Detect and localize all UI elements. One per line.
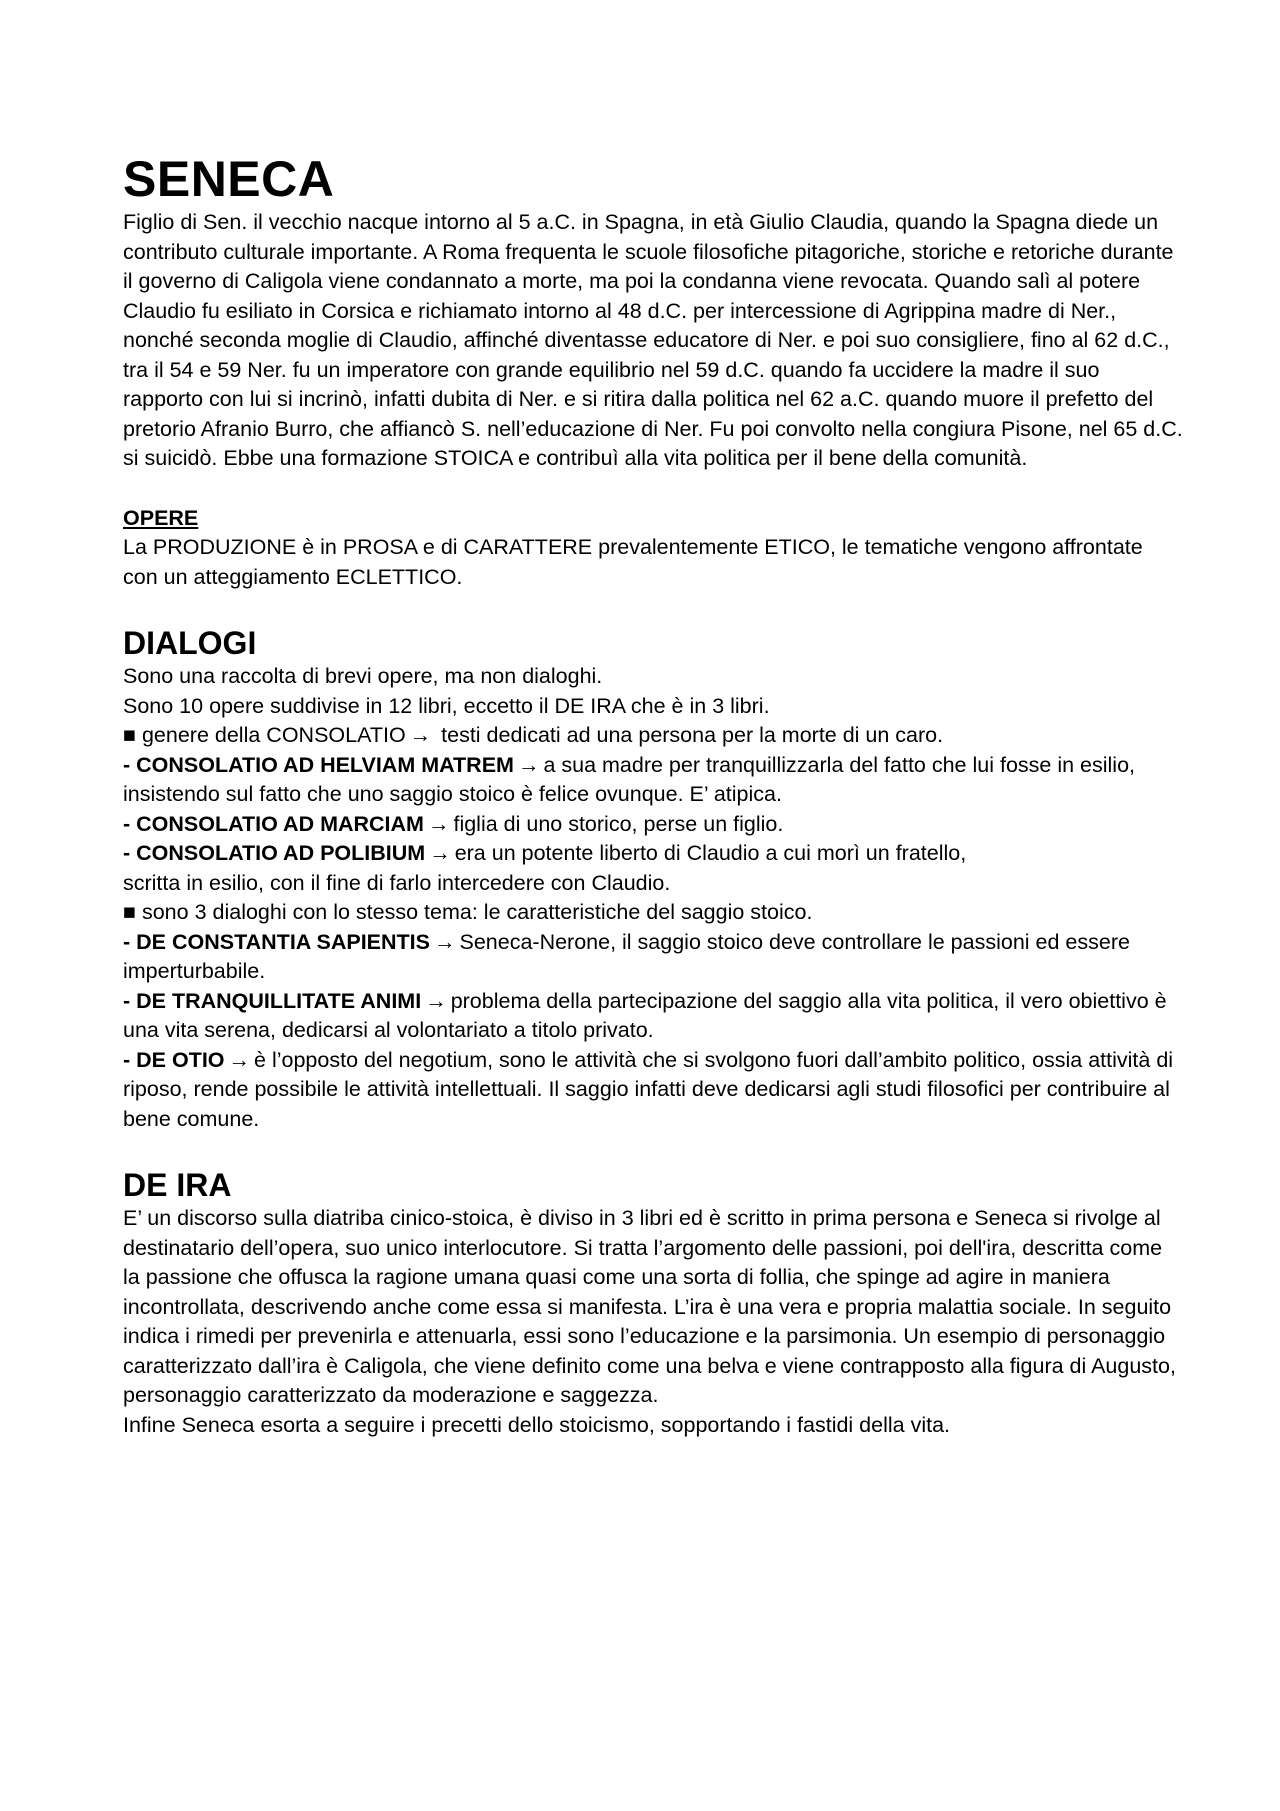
entry-text: è l’opposto del negotium, sono le attività che si svolgono fuori dall’ambito politico, ossia attività di riposo, rende possibile le attività intellettuali. Il saggio infatti deve dedicarsi agli studi filosofici per contribuire al bene comune. (123, 1047, 1174, 1131)
deira-paragraph-2: Infine Seneca esorta a seguire i precetti dello stoicismo, sopportando i fastidi della vita. (123, 1412, 951, 1437)
arrow-right-icon: → (517, 752, 540, 777)
dialogi-entry-marciam (123, 810, 1183, 840)
entry-title: - CONSOLATIO AD MARCIAM (123, 811, 424, 836)
spacer (123, 592, 1183, 624)
opere-paragraph: La PRODUZIONE è in PROSA e di CARATTERE prevalentemente ETICO, le tematiche vengono affrontate con un atteggiamento ECLETTICO. (123, 535, 1143, 589)
spacer (123, 1134, 1183, 1166)
bullet-text: genere della CONSOLATIO (136, 723, 406, 747)
arrow-right-icon: → (427, 811, 450, 836)
arrow-right-icon: → (433, 929, 456, 954)
entry-text: Seneca-Nerone, il saggio stoico deve controllare le passioni ed essere imperturbabile. (123, 929, 1130, 983)
arrow-right-icon: → (409, 723, 432, 747)
bullet-square-icon: ■ (123, 723, 136, 747)
dialogi-intro-2: Sono 10 opere suddivise in 12 libri, eccetto il DE IRA che è in 3 libri. (123, 693, 770, 718)
entry-title: - DE TRANQUILLITATE ANIMI (123, 988, 422, 1013)
entry-text: era un potente liberto di Claudio a cui morì un fratello, (454, 841, 967, 865)
entry-text: figlia di uno storico, perse un figlio. (453, 811, 784, 836)
dialogi-entry-otio (123, 1046, 1183, 1135)
document-title: SENECA (123, 151, 335, 207)
dialogi-heading: DIALOGI (123, 625, 257, 661)
spacer (123, 474, 1183, 504)
deira-heading: DE IRA (123, 1167, 232, 1203)
entry-title: - CONSOLATIO AD POLIBIUM (123, 841, 426, 865)
entry-title: - DE CONSTANTIA SAPIENTIS (123, 929, 430, 954)
entry-title: - DE OTIO (123, 1047, 225, 1072)
dialogi-entry-polibium (123, 839, 1183, 898)
dialogi-entry-constantia (123, 928, 1183, 987)
bullet-text: testi dedicati ad una persona per la morte di un caro. (435, 723, 944, 747)
entry-title: - CONSOLATIO AD HELVIAM MATREM (123, 752, 514, 777)
deira-paragraph-1: E’ un discorso sulla diatriba cinico-stoica, è diviso in 3 libri ed è scritto in prima persona e Seneca si rivolge al destinatario dell’opera, suo unico interlocutore. Si tratta l’argomento delle passioni, poi dell'ira, descritta come la passione che offusca la ragione umana quasi come una sorta di follia, che spinge ad agire in maniera incontrollata, descrivendo anche come essa si manifesta. L’ira è una vera e propria malattia sociale. In seguito indica i rimedi per prevenirla e attenuarla, essi sono l’educazione e la parsimonia. Un esempio di personaggio caratterizzato dall’ira è Caligola, che viene definito come una belva e viene contrapposto alla figura di Augusto, personaggio caratterizzato da moderazione e saggezza. (123, 1206, 1176, 1407)
dialogi-entry-tranquillitate (123, 987, 1183, 1046)
bullet-text: sono 3 dialoghi con lo stesso tema: le caratteristiche del saggio stoico. (136, 900, 813, 924)
entry-text: problema della partecipazione del saggio alla vita politica, il vero obiettivo è una vita serena, dedicarsi al volontariato a titolo privato. (123, 988, 1167, 1042)
opere-heading: OPERE (123, 505, 199, 530)
entry-text: a sua madre per tranquillizzarla del fatto che lui fosse in esilio, insistendo sul fatto che uno saggio stoico è felice ovunque. E’ atipica. (123, 752, 1136, 806)
document-page (123, 150, 1183, 1440)
arrow-right-icon: → (429, 841, 451, 865)
dialogi-bullet-consolatio (123, 721, 1183, 751)
bullet-square-icon: ■ (123, 900, 136, 924)
dialogi-intro-1: Sono una raccolta di brevi opere, ma non dialoghi. (123, 664, 603, 688)
dialogi-entry-helviam (123, 751, 1183, 810)
bio-paragraph: Figlio di Sen. il vecchio nacque intorno al 5 a.C. in Spagna, in età Giulio Claudia, quando la Spagna diede un contributo culturale importante. A Roma frequenta le scuole filosofiche pitagoriche, storiche e retoriche durante il governo di Caligola viene condannato a morte, ma poi la condanna viene revocata. Quando salì al potere Claudio fu esiliato in Corsica e richiamato intorno al 48 d.C. per intercessione di Agrippina madre di Ner., nonché seconda moglie di Claudio, affinché diventasse educatore di Ner. e poi suo consigliere, fino al 62 d.C., tra il 54 e 59 Ner. fu un imperatore con grande equilibrio nel 59 d.C. quando fa uccidere la madre il suo rapporto con lui si incrinò, infatti dubita di Ner. e si ritira dalla politica nel 62 a.C. quando muore il prefetto del pretorio Afranio Burro, che affiancò S. nell’educazione di Ner. Fu poi convolto nella congiura Pisone, nel 65 d.C. si suicidò. Ebbe una formazione STOICA e contribuì alla vita politica per il bene della comunità. (123, 210, 1183, 470)
dialogi-bullet-saggio (123, 898, 1183, 928)
arrow-right-icon: → (228, 1047, 251, 1072)
entry-text: scritta in esilio, con il fine di farlo intercedere con Claudio. (123, 870, 671, 895)
arrow-right-icon: → (425, 988, 447, 1013)
